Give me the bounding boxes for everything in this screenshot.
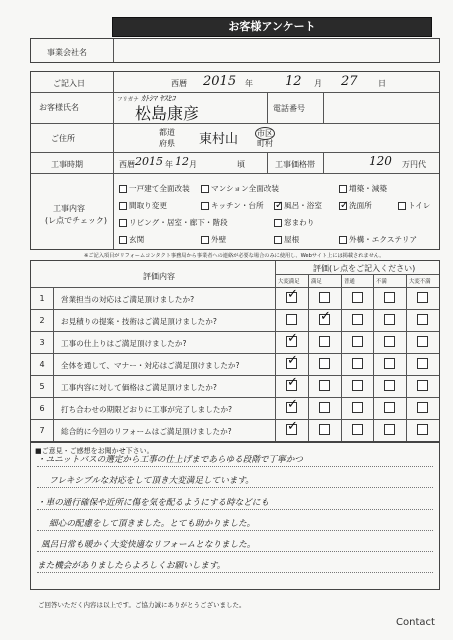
question-number: 1 <box>39 294 45 303</box>
comment-line: フレキシブルな対応をして頂き大変満足しています。 <box>49 476 254 486</box>
work-item[interactable] <box>201 234 226 245</box>
work-item[interactable] <box>339 200 372 211</box>
work-item-checkbox[interactable] <box>274 219 282 227</box>
period-month-label: 月 <box>189 160 197 169</box>
check-mark-icon: ✓ <box>275 199 284 211</box>
check-mark-icon: ✓ <box>287 375 298 390</box>
city-label-2: 町村 <box>257 139 273 148</box>
work-item[interactable] <box>119 200 167 211</box>
rating-checkbox[interactable] <box>384 292 395 303</box>
rating-checkbox[interactable] <box>352 380 363 391</box>
rating-checkbox[interactable] <box>384 402 395 413</box>
comments-section <box>30 442 440 590</box>
year-label: 年 <box>245 79 253 88</box>
address-label: ご住所 <box>51 134 75 143</box>
work-content-label: 工事内容 <box>53 204 85 213</box>
work-item-label: キッチン・台所 <box>211 201 264 210</box>
work-item-checkbox[interactable] <box>119 236 127 244</box>
rating-checkbox[interactable] <box>417 424 428 435</box>
work-item[interactable] <box>274 217 314 228</box>
rating-checkbox[interactable] <box>417 380 428 391</box>
check-mark-icon: ✓ <box>320 309 331 324</box>
rating-checkbox[interactable] <box>384 380 395 391</box>
form-title-bar <box>112 17 432 37</box>
work-item-label: トイレ <box>408 201 431 210</box>
rating-checkbox[interactable] <box>286 314 297 325</box>
seireki-label: 西暦 <box>171 79 187 88</box>
question-number: 2 <box>39 316 45 325</box>
check-mark-icon: ✓ <box>287 287 298 302</box>
scale-label: 不満 <box>376 279 387 285</box>
rating-checkbox[interactable] <box>319 336 330 347</box>
month-label: 月 <box>314 79 322 88</box>
work-item-label: 外壁 <box>211 235 227 244</box>
eval-header: 評価内容 <box>143 272 175 281</box>
work-item[interactable] <box>119 217 228 228</box>
company-section <box>30 38 440 63</box>
rating-checkbox[interactable] <box>352 336 363 347</box>
rating-checkbox[interactable] <box>384 358 395 369</box>
pref-label-2: 府県 <box>159 139 175 148</box>
comment-line: ・ユニットバスの選定から工事の仕上げまであらゆる段階で丁寧かつ <box>37 455 303 465</box>
rating-checkbox[interactable] <box>319 309 331 325</box>
work-item-label: リビング・居室・廊下・階段 <box>129 218 228 227</box>
rating-checkbox[interactable] <box>352 424 363 435</box>
question-number: 6 <box>39 404 45 413</box>
comment-line: また機会がありましたらよろしくお願いします。 <box>37 561 226 571</box>
rating-checkbox[interactable] <box>319 358 330 369</box>
work-period-label: 工事時期 <box>51 160 83 169</box>
phone-label: 電話番号 <box>273 104 305 113</box>
work-item-label: 間取り変更 <box>129 201 167 210</box>
work-item-label: 玄関 <box>129 235 145 244</box>
eval-scale-header: 評価(レ点をご記入ください) <box>313 264 416 273</box>
entry-year-value: 2015 <box>203 74 237 89</box>
work-item[interactable] <box>274 234 299 245</box>
question-text: 工事の仕上りはご満足頂けましたか? <box>61 339 187 348</box>
rating-checkbox[interactable] <box>286 397 298 413</box>
question-text: 営業担当の対応はご満足頂けましたか? <box>61 295 195 304</box>
rating-checkbox[interactable] <box>352 292 363 303</box>
furigana-label: フリガナ <box>117 97 139 103</box>
question-number: 3 <box>39 338 45 347</box>
rating-checkbox[interactable] <box>352 314 363 325</box>
company-field[interactable] <box>115 40 437 61</box>
city-label-1: 市区 <box>257 129 273 138</box>
rating-checkbox[interactable] <box>417 336 428 347</box>
rating-checkbox[interactable] <box>286 287 298 303</box>
rating-checkbox[interactable] <box>286 331 298 347</box>
period-koro-label: 頃 <box>237 160 245 169</box>
rating-checkbox[interactable] <box>319 424 330 435</box>
rating-checkbox[interactable] <box>417 292 428 303</box>
work-item-checkbox[interactable] <box>398 202 406 210</box>
rating-checkbox[interactable] <box>319 292 330 303</box>
question-number: 7 <box>39 426 45 435</box>
work-item-checkbox[interactable] <box>119 219 127 227</box>
check-mark-icon: ✓ <box>287 353 298 368</box>
work-item-label: マンション全面改装 <box>211 184 280 193</box>
rating-checkbox[interactable] <box>352 402 363 413</box>
furigana-value: ｶﾄｼﾏ ﾔｽﾋｺ <box>141 94 176 103</box>
work-item-checkbox[interactable] <box>274 199 284 211</box>
work-content-note: (レ点でチェック) <box>45 216 108 225</box>
contact-link[interactable]: Contact <box>396 617 435 628</box>
work-item[interactable] <box>274 200 322 211</box>
rating-checkbox[interactable] <box>384 336 395 347</box>
period-year-value: 2015 <box>135 155 163 168</box>
scale-label: 普通 <box>344 279 355 285</box>
work-item-label: 増築・減築 <box>349 184 387 193</box>
check-mark-icon: ✓ <box>287 419 298 434</box>
rating-checkbox[interactable] <box>319 380 330 391</box>
pref-label-1: 都道 <box>159 128 175 137</box>
rating-checkbox[interactable] <box>286 419 298 435</box>
budget-value: 120 <box>369 154 392 168</box>
question-text: お見積りの提案・技術はご満足頂けましたか? <box>61 317 217 326</box>
work-item[interactable] <box>119 183 190 194</box>
question-number: 5 <box>39 382 45 391</box>
evaluation-table <box>30 260 440 442</box>
rating-checkbox[interactable] <box>384 314 395 325</box>
check-mark-icon: ✓ <box>287 331 298 346</box>
scale-label: 満足 <box>311 279 322 285</box>
work-item-label: 一戸建て全面改装 <box>129 184 190 193</box>
work-item-checkbox[interactable] <box>339 185 347 193</box>
budget-unit-label: 万円代 <box>402 160 426 169</box>
rating-checkbox[interactable] <box>417 314 428 325</box>
customer-name-value: 松島康彦 <box>135 104 200 123</box>
work-item[interactable] <box>201 200 264 211</box>
footer-note: ご回答いただく内容は以上です。ご協力誠にありがとうございました。 <box>38 601 246 609</box>
comments-label: ■ご意見・ご感想をお聞かせ下さい。 <box>35 447 154 455</box>
question-text: 全体を通して、マナー・対応はご満足頂けましたか? <box>61 361 240 370</box>
comment-line: 風呂日常も暖かく大変快適なリフォームとなりました。 <box>41 540 256 550</box>
work-item[interactable] <box>201 183 279 194</box>
comment-line: 細心の配慮をして頂きました。とても助かりました。 <box>49 519 256 529</box>
rating-checkbox[interactable] <box>417 358 428 369</box>
work-item-checkbox[interactable] <box>201 185 209 193</box>
entry-date-label: ご記入日 <box>53 79 85 88</box>
work-item-label: 外構・エクステリア <box>349 235 418 244</box>
check-mark-icon: ✓ <box>340 199 349 211</box>
period-year-label: 年 <box>165 160 173 169</box>
question-text: 総合的に今回のリフォームはご満足頂けましたか? <box>61 427 232 436</box>
rating-checkbox[interactable] <box>319 402 330 413</box>
question-text: 打ち合わせの期限どおりに工事が完了しましたか? <box>61 405 233 414</box>
scale-label: 大変不満 <box>409 279 431 285</box>
work-item-label: 風呂・浴室 <box>284 201 322 210</box>
check-mark-icon: ✓ <box>287 397 298 412</box>
budget-label: 工事価格帯 <box>275 160 315 169</box>
rating-checkbox[interactable] <box>352 358 363 369</box>
work-item-checkbox[interactable] <box>119 202 127 210</box>
company-label: 事業会社名 <box>47 48 87 57</box>
rating-checkbox[interactable] <box>417 402 428 413</box>
question-number: 4 <box>39 360 45 369</box>
entry-day-value: 27 <box>341 74 358 89</box>
work-item[interactable] <box>119 234 144 245</box>
comment-line: ・車の通行確保や近所に傷を気を配るようにする時などにも <box>37 498 270 508</box>
entry-month-value: 12 <box>285 74 302 89</box>
work-item-label: 洗面所 <box>349 201 372 210</box>
rating-checkbox[interactable] <box>286 353 298 369</box>
question-text: 工事内容に対して価格はご満足頂けましたか? <box>61 383 217 392</box>
work-item-checkbox[interactable] <box>274 236 282 244</box>
form-title: お客様アンケート <box>228 20 316 33</box>
work-item-checkbox[interactable] <box>339 236 347 244</box>
rating-checkbox[interactable] <box>384 424 395 435</box>
work-item[interactable] <box>339 234 417 245</box>
work-item-checkbox[interactable] <box>201 236 209 244</box>
period-seireki-label: 西暦 <box>119 160 135 169</box>
customer-info-section <box>30 71 440 250</box>
customer-name-label: お客様氏名 <box>39 103 79 112</box>
period-month-value: 12 <box>175 155 189 168</box>
work-item-label: 窓まわり <box>284 218 315 227</box>
city-value: 東村山 <box>199 132 239 147</box>
work-item-label: 屋根 <box>284 235 300 244</box>
day-label: 日 <box>378 79 386 88</box>
privacy-note: ※ご記入項目がリフォームコンタクト事務局から事業者への連絡が必要な場合のみに使用し、Webサイト上には掲載されません。 <box>84 253 385 259</box>
work-item[interactable] <box>398 200 430 211</box>
work-item-checkbox[interactable] <box>119 185 127 193</box>
work-item-checkbox[interactable] <box>201 202 209 210</box>
scale-label: 大変満足 <box>278 279 300 285</box>
work-item[interactable] <box>339 183 387 194</box>
rating-checkbox[interactable] <box>286 375 298 391</box>
work-item-checkbox[interactable] <box>339 199 349 211</box>
